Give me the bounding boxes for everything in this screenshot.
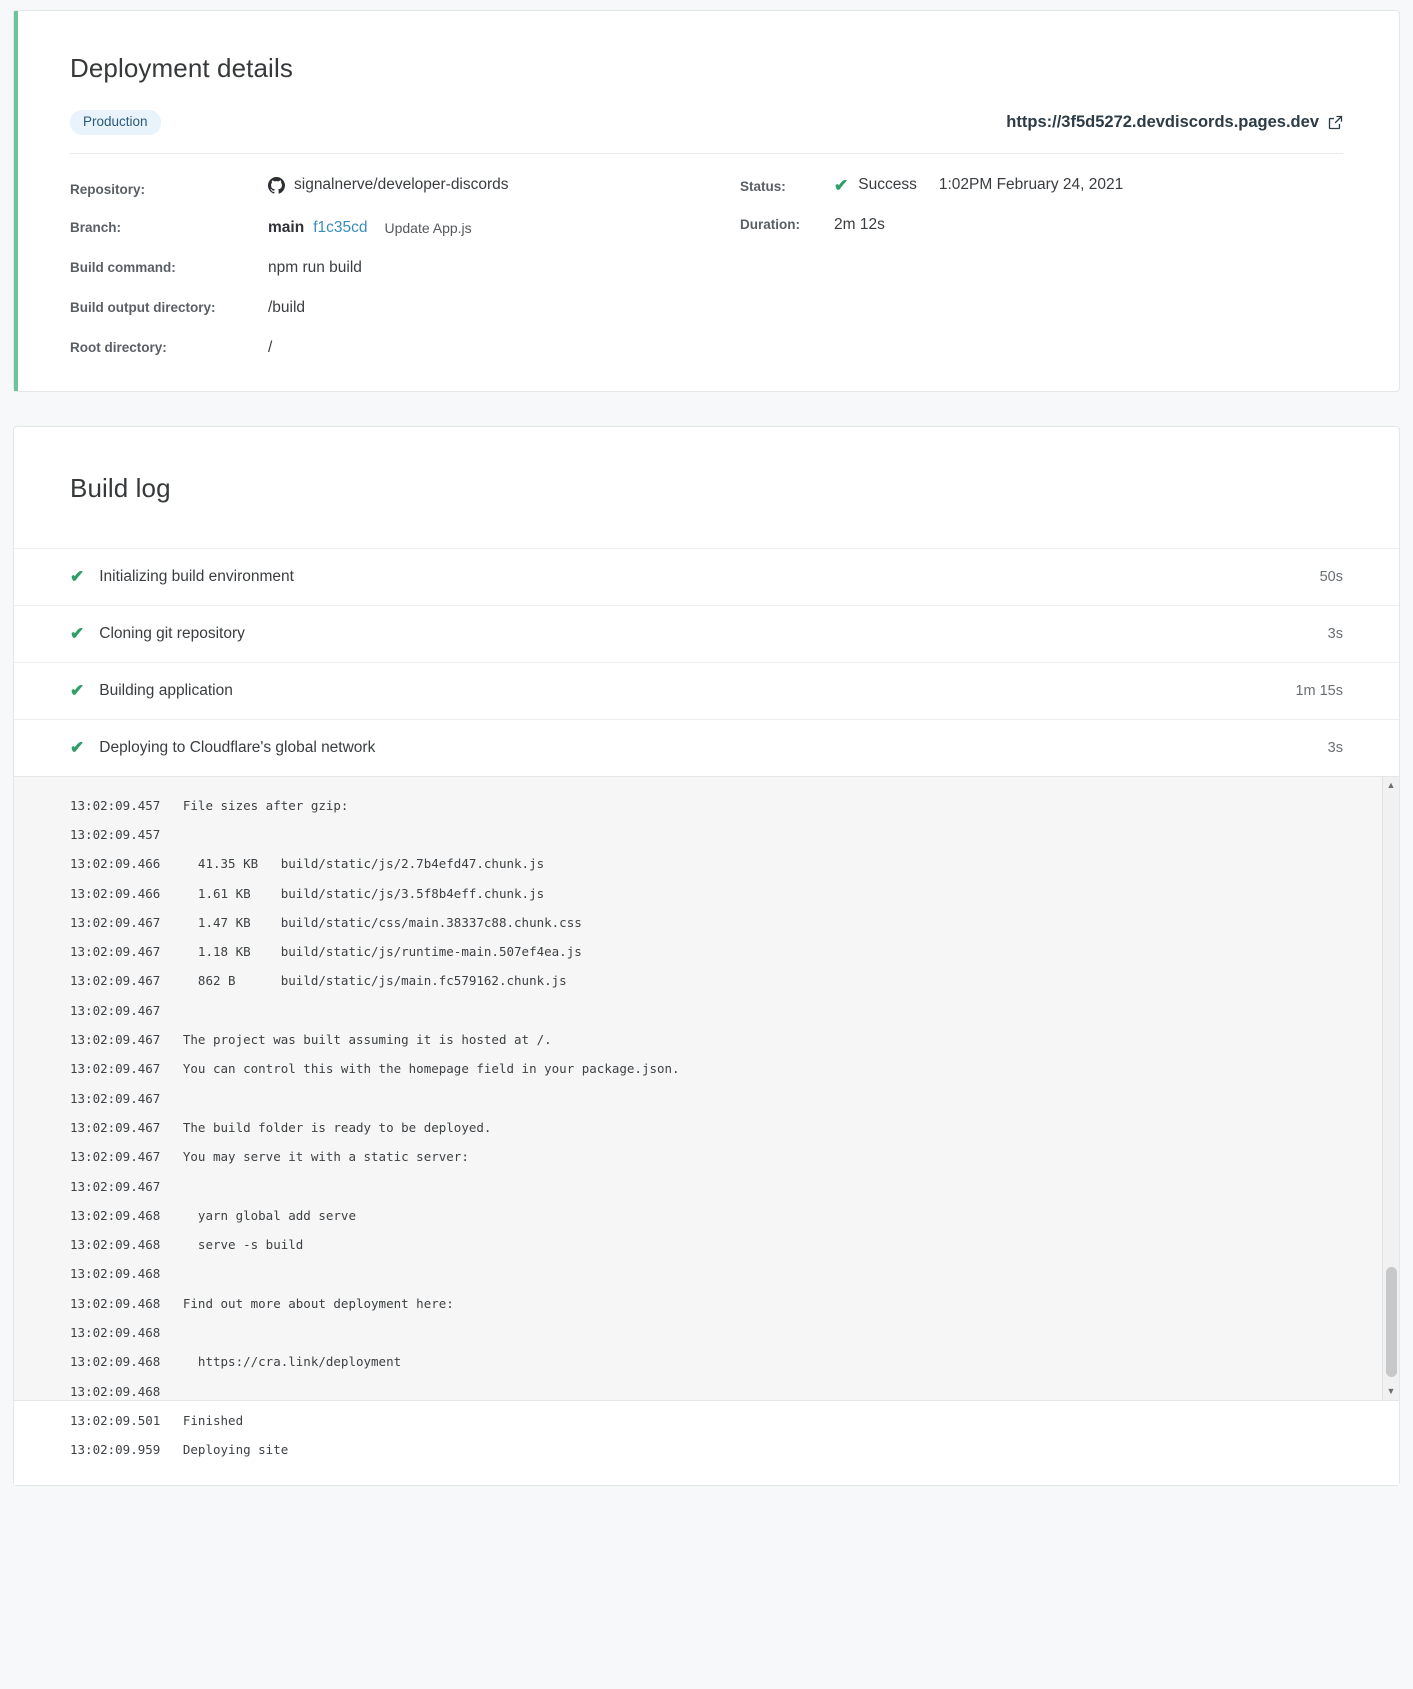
field-branch xyxy=(70,219,740,237)
github-icon xyxy=(268,177,285,194)
field-label-build-output-directory: Build output directory: xyxy=(70,299,216,315)
field-duration xyxy=(740,216,1343,234)
repository-name: signalnerve/developer-discords xyxy=(294,176,509,194)
field-value-status xyxy=(834,176,1123,194)
deployment-fields xyxy=(70,154,1343,357)
field-status xyxy=(740,176,1343,194)
external-link-icon xyxy=(1328,115,1343,130)
log-line: 13:02:09.468 serve -s build xyxy=(70,1237,304,1253)
deployment-fields-left xyxy=(70,176,740,357)
check-icon: ✔ xyxy=(834,175,849,195)
build-log-lines xyxy=(14,777,1399,1479)
build-step-label: Deploying to Cloudflare's global network xyxy=(99,738,376,756)
log-line: 13:02:09.959 Deploying site xyxy=(70,1442,289,1458)
log-line: 13:02:09.467 The project was built assuming it is hosted at /. xyxy=(70,1032,552,1048)
log-line: 13:02:09.467 xyxy=(70,1090,161,1106)
deployment-header xyxy=(70,110,1343,154)
field-root-directory xyxy=(70,339,740,357)
status-badge: Success xyxy=(858,176,917,194)
check-icon: ✔ xyxy=(70,567,85,587)
commit-hash-link[interactable]: f1c35cd xyxy=(313,218,368,236)
build-step-label: Initializing build environment xyxy=(99,567,294,585)
log-line: 13:02:09.467 xyxy=(70,1002,161,1018)
log-line: 13:02:09.501 Finished xyxy=(70,1412,244,1428)
log-line: 13:02:09.467 1.18 KB build/static/js/runtime-main.507ef4ea.js xyxy=(70,944,582,960)
scrollbar-thumb[interactable] xyxy=(1386,1267,1397,1377)
scroll-up-arrow-icon[interactable]: ▲ xyxy=(1383,777,1399,794)
status-timestamp: 1:02PM February 24, 2021 xyxy=(938,176,1124,194)
build-step-duration: 3s xyxy=(1327,739,1343,756)
field-label-build-command: Build command: xyxy=(70,259,176,275)
log-line: 13:02:09.468 https://cra.link/deployment xyxy=(70,1354,402,1370)
field-value-build-command: npm run build xyxy=(268,258,362,276)
field-repository xyxy=(70,176,740,197)
log-line: 13:02:09.468 xyxy=(70,1325,161,1341)
log-line: 13:02:09.467 862 B build/static/js/main.fc579162.chunk.js xyxy=(70,973,567,989)
log-line: 13:02:09.467 You can control this with the homepage field in your package.json. xyxy=(70,1061,680,1077)
field-value-repository xyxy=(268,176,509,194)
log-line: 13:02:09.466 41.35 KB build/static/js/2.7b4efd47.chunk.js xyxy=(70,856,545,872)
build-log-card xyxy=(13,426,1400,1486)
check-icon: ✔ xyxy=(70,738,85,758)
build-step-duration: 50s xyxy=(1319,568,1343,585)
build-step-duration: 3s xyxy=(1327,625,1343,642)
log-line: 13:02:09.467 You may serve it with a static server: xyxy=(70,1149,469,1165)
build-step-building[interactable] xyxy=(14,662,1399,719)
log-line: 13:02:09.466 1.61 KB build/static/js/3.5f8b4eff.chunk.js xyxy=(70,885,545,901)
log-line: 13:02:09.468 xyxy=(70,1266,161,1282)
commit-message: Update App.js xyxy=(384,219,472,236)
log-line: 13:02:09.468 yarn global add serve xyxy=(70,1207,356,1223)
deployment-url-text: https://3f5d5272.devdiscords.pages.dev xyxy=(1006,113,1319,132)
environment-badge: Production xyxy=(70,110,161,135)
field-value-duration: 2m 12s xyxy=(834,216,885,234)
field-label-branch: Branch: xyxy=(70,219,122,235)
check-icon: ✔ xyxy=(70,624,85,644)
log-line: 13:02:09.468 Find out more about deployment here: xyxy=(70,1295,454,1311)
build-step-cloning[interactable] xyxy=(14,605,1399,662)
log-scrollbar[interactable] xyxy=(1382,777,1399,1400)
build-step-label: Building application xyxy=(99,681,233,699)
build-step-deploying[interactable] xyxy=(14,719,1399,776)
check-icon: ✔ xyxy=(70,681,85,701)
field-build-command xyxy=(70,259,740,277)
field-label-repository: Repository: xyxy=(70,181,146,197)
log-line: 13:02:09.467 1.47 KB build/static/css/main.38337c88.chunk.css xyxy=(70,914,582,930)
field-label-root-directory: Root directory: xyxy=(70,339,167,355)
log-line: 13:02:09.457 File sizes after gzip: xyxy=(70,797,349,813)
page-title: Deployment details xyxy=(70,53,293,83)
scroll-down-arrow-icon[interactable]: ▼ xyxy=(1383,1383,1399,1400)
build-log-output[interactable] xyxy=(14,776,1399,1458)
field-value-build-output-directory: /build xyxy=(268,298,306,316)
log-line: 13:02:09.457 xyxy=(70,826,161,842)
field-build-output-directory xyxy=(70,299,740,317)
branch-name: main xyxy=(268,218,305,236)
deployment-fields-right xyxy=(740,176,1343,357)
log-line: 13:02:09.467 xyxy=(70,1178,161,1194)
field-label-status: Status: xyxy=(740,178,786,194)
field-value-root-directory: / xyxy=(268,338,273,356)
build-step-initializing[interactable] xyxy=(14,548,1399,605)
build-log-title: Build log xyxy=(70,472,171,503)
field-value-branch xyxy=(268,219,472,237)
deployment-url-link[interactable] xyxy=(1006,113,1343,132)
build-step-duration: 1m 15s xyxy=(1295,682,1343,699)
log-line: 13:02:09.467 The build folder is ready to be deployed. xyxy=(70,1119,492,1135)
deployment-details-card xyxy=(13,10,1400,392)
field-label-duration: Duration: xyxy=(740,217,800,233)
build-step-label: Cloning git repository xyxy=(99,624,245,642)
log-line: 13:02:09.468 xyxy=(70,1383,161,1399)
